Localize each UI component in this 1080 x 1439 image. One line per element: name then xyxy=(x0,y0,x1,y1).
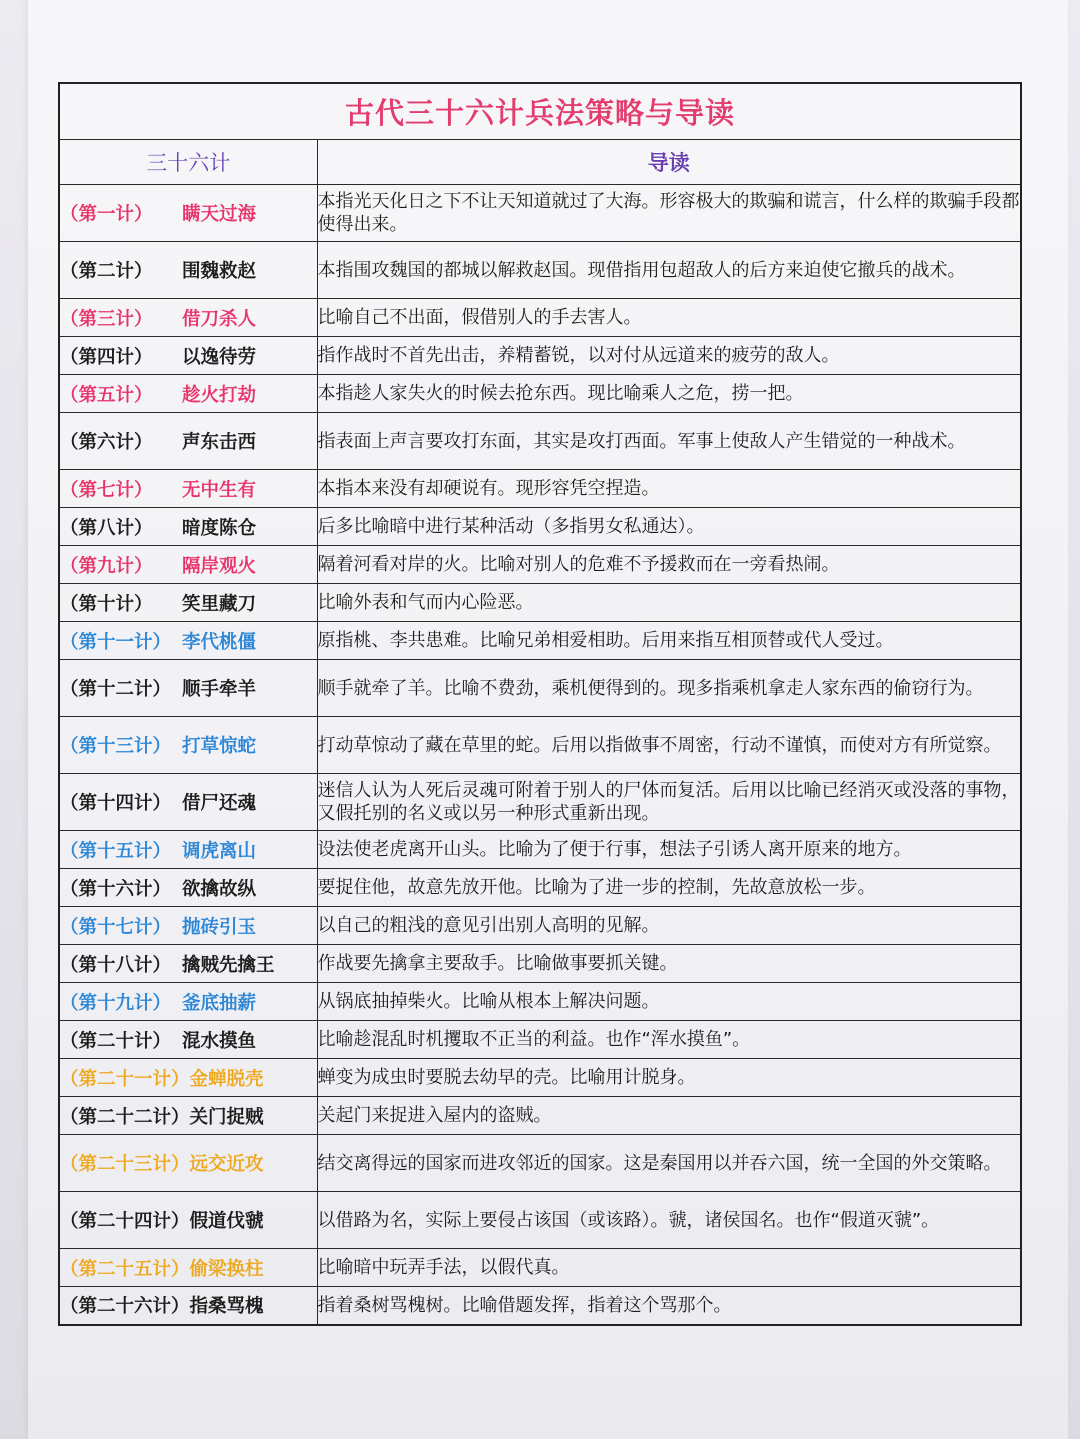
stratagem-number: （第二十四计） xyxy=(60,1211,190,1232)
stratagem-name: 顺手牵羊 xyxy=(182,679,257,700)
stratagem-cell xyxy=(59,1135,317,1192)
guide-text: 指表面上声言要攻打东面，其实是攻打西面。军事上使敌人产生错觉的一种战术。 xyxy=(317,413,1021,470)
guide-text: 比喻趁混乱时机攫取不正当的利益。也作“浑水摸鱼”。 xyxy=(317,1021,1021,1059)
table-row xyxy=(59,546,1021,584)
stratagem-cell xyxy=(59,470,317,508)
stratagem-number: （第二十二计） xyxy=(60,1106,190,1128)
guide-text: 要捉住他，故意先放开他。比喻为了进一步的控制，先故意放松一步。 xyxy=(317,869,1021,907)
table-row xyxy=(59,584,1021,622)
guide-text: 迷信人认为人死后灵魂可附着于别人的尸体而复活。后用以比喻已经消灭或没落的事物，又假托别的名义或以另一种形式重新出现。 xyxy=(317,774,1021,831)
stratagem-name: 借尸还魂 xyxy=(182,793,257,814)
table-row xyxy=(59,660,1021,717)
stratagem-cell xyxy=(59,983,317,1021)
stratagem-cell xyxy=(59,242,317,299)
guide-text: 从锅底抽掉柴火。比喻从根本上解决问题。 xyxy=(317,983,1021,1021)
table-row xyxy=(59,1249,1021,1287)
table-row xyxy=(59,470,1021,508)
stratagem-number: （第二十六计） xyxy=(60,1296,190,1318)
stratagem-number: （第十三计） xyxy=(60,736,172,757)
table-row xyxy=(59,774,1021,831)
stratagem-cell xyxy=(59,1059,317,1097)
guide-text: 本指围攻魏国的都城以解救赵国。现借指用包超敌人的后方来迫使它撤兵的战术。 xyxy=(317,242,1021,299)
stratagem-cell xyxy=(59,1287,317,1325)
table-row xyxy=(59,717,1021,774)
table-row xyxy=(59,1097,1021,1135)
stratagem-cell xyxy=(59,337,317,375)
stratagem-cell xyxy=(59,584,317,622)
page-title: 古代三十六计兵法策略与导读 xyxy=(59,83,1021,140)
stratagem-cell xyxy=(59,546,317,584)
stratagem-number: （第六计） xyxy=(60,432,153,453)
stratagem-cell xyxy=(59,1021,317,1059)
stratagem-name: 抛砖引玉 xyxy=(182,916,257,938)
stratagem-name: 无中生有 xyxy=(182,479,257,501)
stratagem-number: （第三计） xyxy=(60,308,153,330)
guide-text: 结交离得远的国家而进攻邻近的国家。这是秦国用以并吞六国，统一全国的外交策略。 xyxy=(317,1135,1021,1192)
stratagem-name: 擒贼先擒王 xyxy=(182,954,275,976)
stratagem-name: 以逸待劳 xyxy=(182,346,257,368)
guide-text: 比喻外表和气而内心险恶。 xyxy=(317,584,1021,622)
stratagem-cell xyxy=(59,831,317,869)
guide-text: 本指光天化日之下不让天知道就过了大海。形容极大的欺骗和谎言，什么样的欺骗手段都使得出来。 xyxy=(317,185,1021,242)
guide-text: 关起门来捉进入屋内的盗贼。 xyxy=(317,1097,1021,1135)
stratagem-number: （第十八计） xyxy=(60,954,172,976)
table-row xyxy=(59,945,1021,983)
stratagem-cell xyxy=(59,1097,317,1135)
table-row xyxy=(59,1021,1021,1059)
stratagem-name: 调虎离山 xyxy=(182,840,257,862)
table-row xyxy=(59,413,1021,470)
stratagem-name: 暗度陈仓 xyxy=(182,517,257,539)
stratagem-number: （第十七计） xyxy=(60,916,172,938)
table-row xyxy=(59,1287,1021,1325)
table-row xyxy=(59,375,1021,413)
stratagem-number: （第二十五计） xyxy=(60,1258,190,1280)
stratagem-number: （第一计） xyxy=(60,204,153,225)
stratagem-cell xyxy=(59,185,317,242)
stratagem-name: 趁火打劫 xyxy=(182,384,257,406)
stratagem-number: （第十一计） xyxy=(60,631,172,653)
table-row xyxy=(59,337,1021,375)
stratagem-name: 偷梁换柱 xyxy=(189,1258,264,1280)
stratagem-cell xyxy=(59,660,317,717)
stratagem-cell xyxy=(59,945,317,983)
stratagem-cell xyxy=(59,375,317,413)
stratagem-name: 声东击西 xyxy=(182,432,257,453)
stratagem-cell xyxy=(59,622,317,660)
stratagem-cell xyxy=(59,869,317,907)
table-row xyxy=(59,907,1021,945)
stratagem-cell xyxy=(59,717,317,774)
stratagem-name: 打草惊蛇 xyxy=(182,736,257,757)
stratagem-number: （第十四计） xyxy=(60,793,172,814)
stratagem-name: 隔岸观火 xyxy=(182,555,257,577)
stratagem-name: 混水摸鱼 xyxy=(182,1030,257,1052)
stratagem-number: （第七计） xyxy=(60,479,153,501)
stratagem-cell xyxy=(59,907,317,945)
stratagem-number: （第二十三计） xyxy=(60,1154,190,1175)
stratagem-number: （第十六计） xyxy=(60,878,172,900)
stratagem-cell xyxy=(59,1249,317,1287)
guide-text: 隔着河看对岸的火。比喻对别人的危难不予援救而在一旁看热闹。 xyxy=(317,546,1021,584)
stratagem-number: （第八计） xyxy=(60,517,153,539)
stratagem-cell xyxy=(59,413,317,470)
guide-text: 指着桑树骂槐树。比喻借题发挥，指着这个骂那个。 xyxy=(317,1287,1021,1325)
table-row xyxy=(59,185,1021,242)
stratagem-cell xyxy=(59,299,317,337)
guide-text: 顺手就牵了羊。比喻不费劲，乘机便得到的。现多指乘机拿走人家东西的偷窃行为。 xyxy=(317,660,1021,717)
guide-text: 比喻自己不出面，假借别人的手去害人。 xyxy=(317,299,1021,337)
stratagem-number: （第十五计） xyxy=(60,840,172,862)
stratagem-name: 釜底抽薪 xyxy=(182,992,257,1014)
stratagem-number: （第五计） xyxy=(60,384,153,406)
stratagem-number: （第二十一计） xyxy=(60,1068,190,1090)
guide-text: 本指趁人家失火的时候去抢东西。现比喻乘人之危，捞一把。 xyxy=(317,375,1021,413)
header-row xyxy=(59,140,1021,185)
table-row xyxy=(59,242,1021,299)
guide-text: 原指桃、李共患难。比喻兄弟相爱相助。后用来指互相顶替或代人受过。 xyxy=(317,622,1021,660)
column-header-stratagems: 三十六计 xyxy=(59,140,317,185)
table-row xyxy=(59,622,1021,660)
table-row xyxy=(59,1192,1021,1249)
stratagem-name: 围魏救赵 xyxy=(182,261,257,282)
stratagem-name: 欲擒故纵 xyxy=(182,878,257,900)
guide-text: 本指本来没有却硬说有。现形容凭空捏造。 xyxy=(317,470,1021,508)
stratagem-number: （第四计） xyxy=(60,346,153,368)
stratagem-number: （第二十计） xyxy=(60,1030,172,1052)
stratagem-number: （第十计） xyxy=(60,593,153,615)
stratagem-name: 借刀杀人 xyxy=(182,308,257,330)
table-row xyxy=(59,299,1021,337)
stratagem-number: （第二计） xyxy=(60,261,153,282)
table-row xyxy=(59,1135,1021,1192)
stratagem-number: （第十二计） xyxy=(60,679,172,700)
table-row xyxy=(59,869,1021,907)
stratagem-cell xyxy=(59,508,317,546)
guide-text: 以自己的粗浅的意见引出别人高明的见解。 xyxy=(317,907,1021,945)
stratagem-name: 假道伐虢 xyxy=(189,1211,264,1232)
stratagem-name: 指桑骂槐 xyxy=(189,1296,264,1318)
stratagem-number: （第九计） xyxy=(60,555,153,577)
stratagems-table xyxy=(58,82,1022,1326)
guide-text: 后多比喻暗中进行某种活动（多指男女私通达）。 xyxy=(317,508,1021,546)
stratagem-name: 金蝉脱壳 xyxy=(189,1068,264,1090)
stratagem-cell xyxy=(59,774,317,831)
guide-text: 指作战时不首先出击，养精蓄锐，以对付从远道来的疲劳的敌人。 xyxy=(317,337,1021,375)
guide-text: 作战要先擒拿主要敌手。比喻做事要抓关键。 xyxy=(317,945,1021,983)
table-row xyxy=(59,1059,1021,1097)
guide-text: 打动草惊动了藏在草里的蛇。后用以指做事不周密，行动不谨慎，而使对方有所觉察。 xyxy=(317,717,1021,774)
title-row xyxy=(59,83,1021,140)
guide-text: 比喻暗中玩弄手法，以假代真。 xyxy=(317,1249,1021,1287)
guide-text: 以借路为名，实际上要侵占该国（或该路）。虢，诸侯国名。也作“假道灭虢”。 xyxy=(317,1192,1021,1249)
guide-text: 蝉变为成虫时要脱去幼早的壳。比喻用计脱身。 xyxy=(317,1059,1021,1097)
table-row xyxy=(59,508,1021,546)
column-header-guide: 导读 xyxy=(317,140,1021,185)
stratagem-name: 笑里藏刀 xyxy=(182,593,257,615)
stratagem-name: 远交近攻 xyxy=(189,1154,264,1175)
stratagem-name: 李代桃僵 xyxy=(182,631,257,653)
guide-text: 设法使老虎离开山头。比喻为了便于行事，想法子引诱人离开原来的地方。 xyxy=(317,831,1021,869)
table-row xyxy=(59,831,1021,869)
stratagem-name: 瞒天过海 xyxy=(182,204,257,225)
stratagem-number: （第十九计） xyxy=(60,992,172,1014)
stratagem-name: 关门捉贼 xyxy=(189,1106,264,1128)
table-row xyxy=(59,983,1021,1021)
stratagem-cell xyxy=(59,1192,317,1249)
